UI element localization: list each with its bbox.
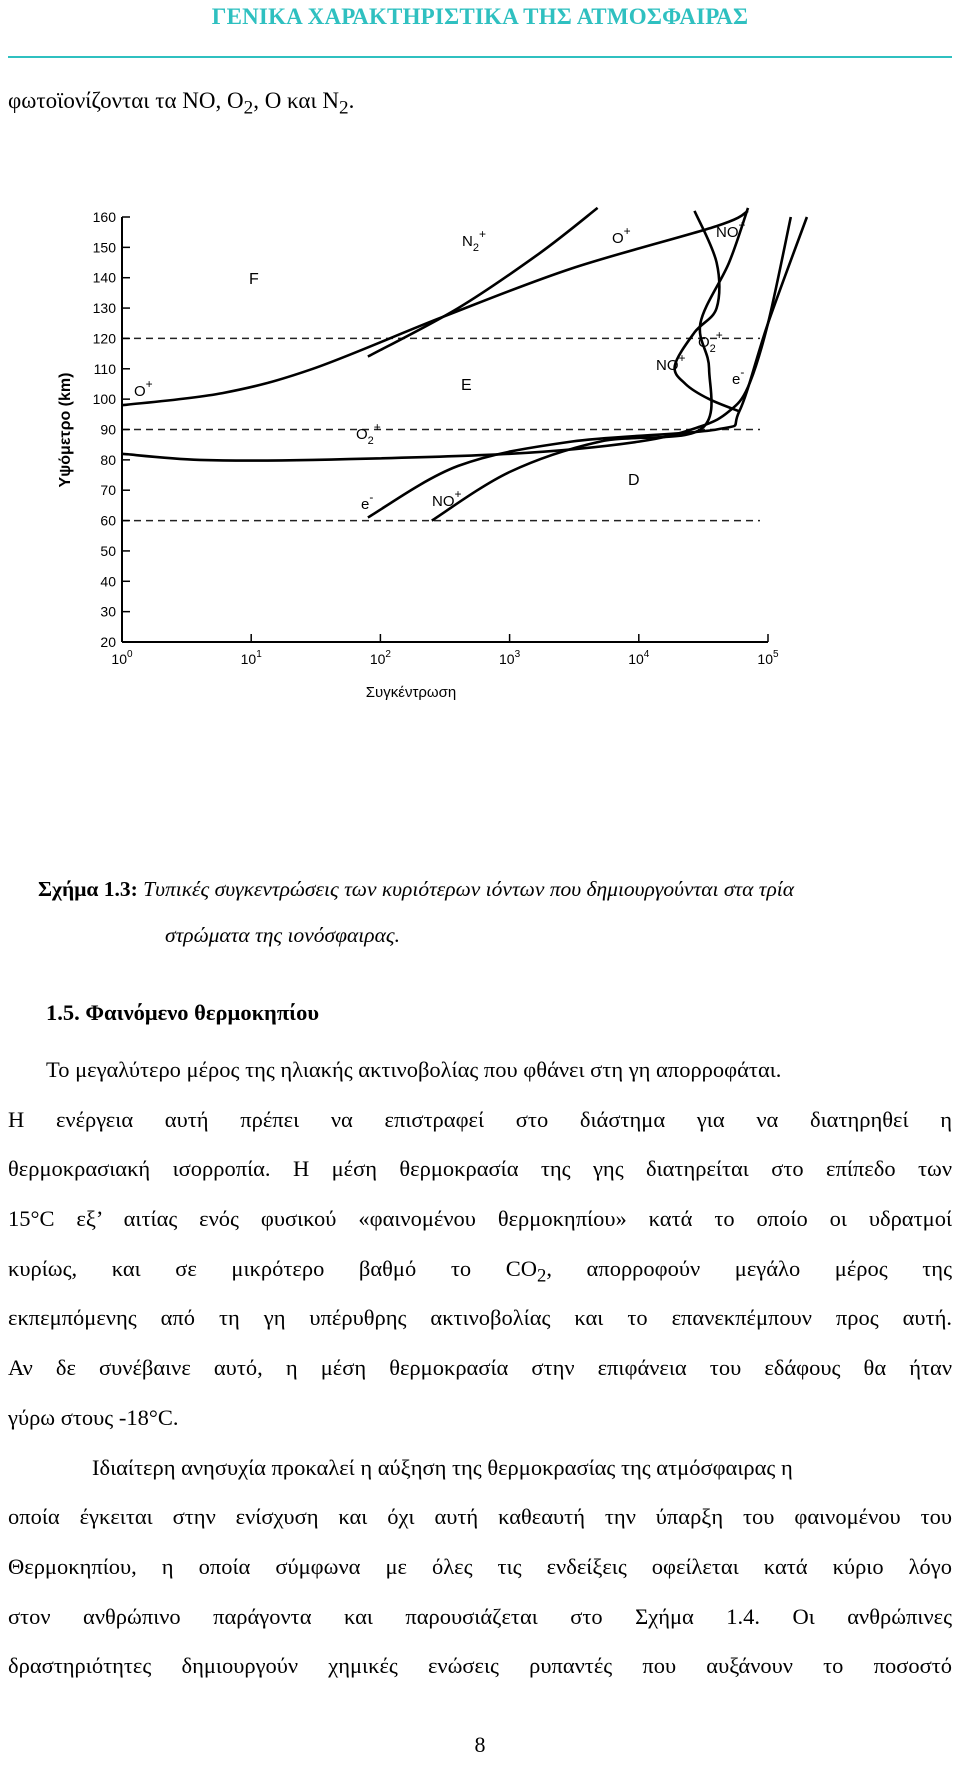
ion-concentration-figure	[28, 195, 894, 815]
y-axis-label: Υψόμετρο (km)	[57, 372, 74, 488]
x-tick-label	[757, 649, 779, 667]
series-curve	[122, 211, 748, 405]
y-tick-label: 120	[92, 330, 116, 347]
curve-label	[698, 328, 723, 355]
region-label-D: D	[628, 472, 640, 489]
curve-label-sub: 2	[367, 435, 374, 447]
body-paragraphs	[8, 1045, 952, 1691]
curve-label-base: O	[356, 426, 368, 443]
curve-label-sup: +	[678, 351, 686, 365]
caption-label: Σχήμα 1.3:	[38, 877, 138, 901]
y-tick-label: 40	[100, 573, 116, 590]
body-line: γύρω στους -18°C.	[8, 1404, 179, 1430]
curve-label	[432, 487, 462, 510]
y-tick-label: 150	[92, 239, 116, 256]
curve-label-sup: +	[454, 487, 462, 501]
x-tick-exponent: 3	[514, 649, 521, 660]
x-tick-base: 10	[757, 651, 774, 667]
body-line: Η ενέργεια αυτή πρέπει να επιστραφεί στο διάστημα για να διατηρηθεί η	[8, 1106, 952, 1132]
y-tick-label: 100	[92, 391, 116, 408]
x-tick-base: 10	[240, 651, 257, 667]
curve-label	[134, 377, 153, 400]
x-tick-label	[370, 649, 392, 667]
co2-subscript: 2	[536, 1265, 547, 1287]
x-tick-label	[241, 649, 263, 667]
curve-label	[656, 351, 686, 374]
x-tick-exponent: 5	[773, 649, 779, 660]
intro-sub-a: 2	[243, 97, 254, 119]
y-tick-label: 20	[100, 634, 116, 650]
body-line: Αν δε συνέβαινε αυτό, η μέση θερμοκρασία στην επιφάνεια του εδάφους θα ήταν	[8, 1355, 952, 1381]
curve-label-base: NO	[716, 224, 739, 241]
curve-label-base: e	[361, 496, 370, 513]
curve-label	[361, 490, 373, 513]
body-line-co2-b: , απορροφούν μεγάλο μέρος της	[546, 1255, 952, 1281]
x-tick-base: 10	[111, 651, 128, 667]
curve-label-base: NO	[432, 493, 455, 510]
curve-label-base: NO	[656, 357, 679, 374]
curve-label-sup: +	[715, 328, 723, 342]
y-tick-label: 30	[100, 603, 116, 620]
header-rule	[8, 56, 952, 58]
intro-line	[8, 88, 354, 120]
x-axis-label: Συγκέντρωση	[365, 684, 457, 701]
curve-label-base: N	[462, 233, 473, 250]
y-tick-label: 70	[100, 482, 116, 499]
x-tick-exponent: 1	[256, 649, 262, 660]
y-tick-label: 140	[92, 269, 116, 286]
curve-label-base: O	[134, 383, 146, 400]
series-layer	[122, 208, 807, 521]
curve-label-sup: +	[478, 227, 486, 241]
body-line: Θερμοκηπίου, η οποία σύμφωνα με όλες τις ενδείξεις οφείλεται κατά κύριο λόγο	[8, 1553, 952, 1579]
intro-text-c: .	[348, 88, 355, 113]
x-tick-exponent: 4	[643, 649, 650, 660]
intro-text-a: φωτοϊονίζονται τα NO, O	[8, 88, 244, 113]
curve-label-sup: +	[373, 420, 381, 434]
body-line: δραστηριότητες δημιουργούν χημικές ενώσεις ρυπαντές που αυξάνουν το ποσοστό	[8, 1653, 952, 1679]
ticks-layer	[93, 209, 779, 667]
curve-label	[462, 227, 486, 254]
y-tick-label: 60	[100, 512, 116, 529]
curve-label-sup: -	[369, 490, 374, 504]
body-line: οποία έγκειται στην ενίσχυση και όχι αυτή καθεαυτή την ύπαρξη του φαινομένου του	[8, 1504, 952, 1530]
intro-text-b: , O και N	[253, 88, 340, 113]
body-line-co2	[8, 1244, 952, 1294]
curve-label-sup: -	[740, 365, 745, 379]
curve-label-base: e	[732, 371, 741, 388]
body-line: εκπεμπόμενης από τη γη υπέρυθρης ακτινοβολίας και το επανεκπέμπουν προς αυτή.	[8, 1305, 952, 1331]
x-tick-base: 10	[499, 651, 515, 667]
curve-label	[732, 365, 744, 388]
y-tick-label: 50	[100, 542, 116, 559]
curve-label-sup: +	[145, 377, 153, 391]
body-line-co2-a: κυρίως, και σε μικρότερο βαθμό το CO	[8, 1255, 537, 1281]
curve-label	[356, 420, 381, 447]
curve-label-sup: +	[623, 224, 631, 238]
y-tick-label: 90	[100, 421, 116, 438]
y-tick-label: 110	[93, 360, 116, 377]
curve-label-base: O	[698, 334, 710, 351]
x-tick-base: 10	[628, 651, 644, 667]
x-tick-exponent: 0	[127, 649, 133, 660]
y-tick-label: 80	[100, 451, 116, 468]
body-line: Το μεγαλύτερο μέρος της ηλιακής ακτινοβολίας που φθάνει στη γη απορροφάται.	[46, 1057, 782, 1082]
x-tick-label	[111, 649, 133, 667]
body-line: 15°C εξ’ αιτίας ενός φυσικού «φαινομένου θερμοκηπίου» κατά το οποίο οι υδρατμοί	[8, 1206, 952, 1232]
caption-text-line2: στρώματα της ιονόσφαιρας.	[165, 923, 400, 947]
body-line: στον ανθρώπινο παράγοντα και παρουσιάζεται στο Σχήμα 1.4. Οι ανθρώπινες	[8, 1603, 952, 1629]
curve-label	[612, 224, 631, 247]
region-label-E: E	[461, 377, 472, 394]
intro-sub-b: 2	[339, 97, 349, 119]
x-tick-exponent: 2	[385, 649, 391, 660]
curve-label-sup: +	[738, 218, 746, 232]
curve-label-base: O	[612, 230, 624, 247]
ion-concentration-chart	[28, 195, 894, 815]
series-curve	[432, 208, 748, 521]
x-tick-base: 10	[369, 651, 386, 667]
x-tick-label	[499, 649, 521, 667]
body-line: Ιδιαίτερη ανησυχία προκαλεί η αύξηση της θερμοκρασίας της ατμόσφαιρας η	[92, 1454, 793, 1480]
x-tick-label	[628, 649, 650, 667]
y-tick-label: 130	[92, 300, 116, 317]
curve-label-sub: 2	[709, 343, 716, 355]
region-label-F: F	[249, 271, 259, 288]
running-header: ΓΕΝΙΚΑ ΧΑΡΑΚΤΗΡΙΣΤΙΚΑ ΤΗΣ ΑΤΜΟΣΦΑΙΡΑΣ	[211, 4, 749, 29]
page-number: 8	[474, 1732, 486, 1757]
body-line: θερμοκρασιακή ισορροπία. Η μέση θερμοκρασία της γης διατηρείται στο επίπεδο των	[8, 1156, 952, 1182]
caption-text-line1: Τυπικές συγκεντρώσεις των κυριότερων ιόντων που δημιουργούνται στα τρία	[137, 877, 795, 901]
y-tick-label: 160	[92, 209, 116, 225]
curve-label-sub: 2	[472, 242, 479, 254]
curve-labels-layer	[134, 218, 746, 513]
figure-caption	[38, 866, 938, 958]
section-heading: 1.5. Φαινόμενο θερμοκηπίου	[46, 1000, 320, 1025]
